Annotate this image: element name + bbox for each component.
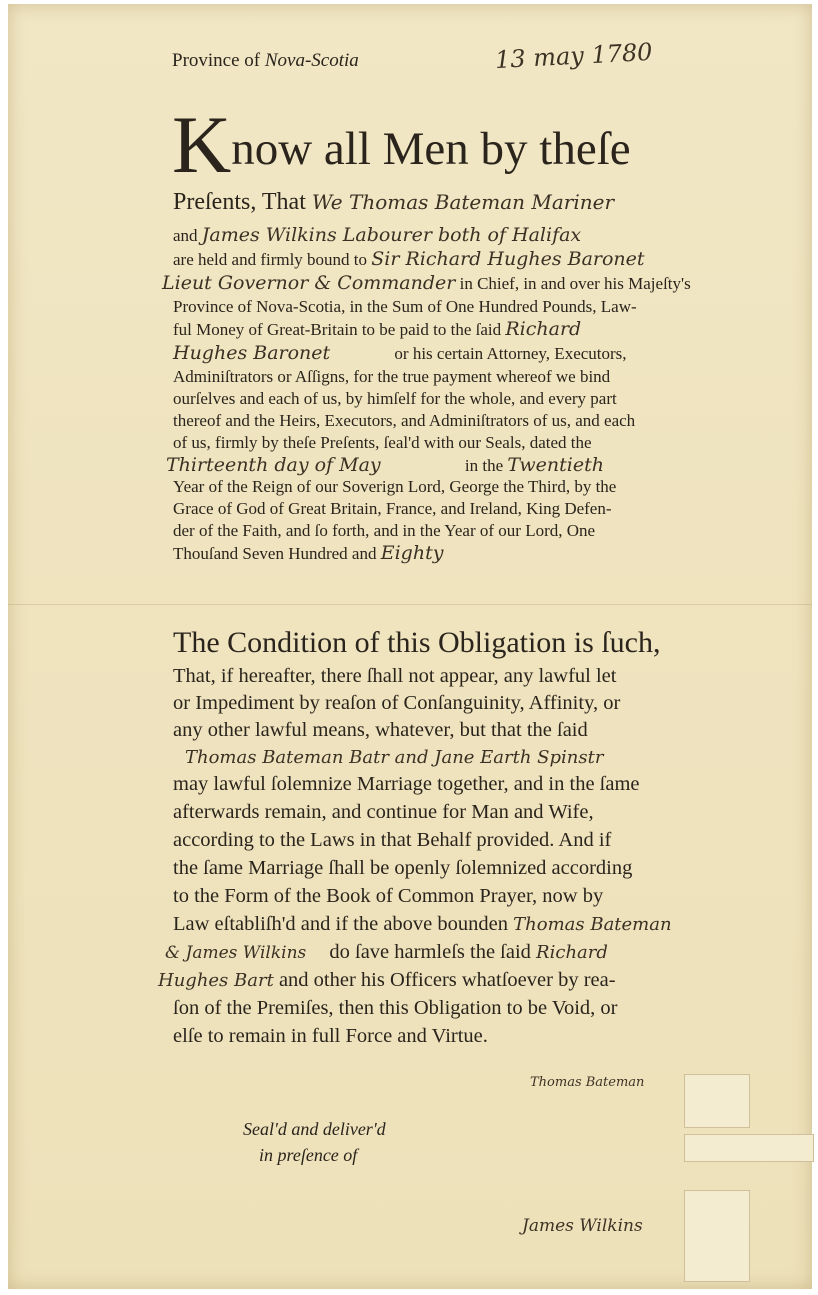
sealed-line-1: Seal'd and deliver'd (243, 1119, 386, 1139)
condition-line-11: & James Wilkins do ſave harmleſs the ſaid Richard (165, 941, 608, 963)
condition-line-12: Hughes Bart and other his Officers whatſoever by rea- (158, 969, 616, 991)
hand-office: Lieut Governor & Commander (162, 272, 456, 294)
seal-strip (684, 1134, 814, 1162)
bond-line-13: Year of the Reign of our Soverign Lord, George the Third, by the (173, 477, 617, 496)
bond-line-5: Province of Nova-Scotia, in the Sum of One Hundred Pounds, Law- (173, 297, 637, 316)
condition-line-3: any other lawful means, whatever, but that the ſaid (173, 719, 588, 741)
signature-thomas-bateman: Thomas Bateman (530, 1075, 645, 1090)
province-header (172, 50, 359, 72)
province-name: Nova-Scotia (264, 50, 359, 71)
signature-james-wilkins: James Wilkins (522, 1216, 643, 1236)
bond-line-15: der of the Faith, and ſo forth, and in the Year of our Lord, One (173, 521, 596, 540)
sealed-block (243, 1116, 386, 1168)
bond-line-4: Lieut Governor & Commander in Chief, in and over his Majeſty's (162, 272, 691, 294)
condition-line-7: according to the Laws in that Behalf provided. And if (173, 829, 612, 851)
title-initial: K (172, 99, 232, 190)
hand-obligors: We Thomas Bateman Mariner (311, 190, 615, 214)
bond-line-8: Adminiſtrators or Aſſigns, for the true payment whereof we bind (173, 367, 611, 386)
seal-tab-2 (684, 1190, 750, 1282)
handwritten-date: 13 may 1780 (494, 37, 654, 75)
condition-line-1: That, if hereafter, there ſhall not appear, any lawful let (173, 665, 617, 687)
province-prefix: Province of (172, 50, 261, 71)
seal-tab-1 (684, 1074, 750, 1128)
condition-line-8: the ſame Marriage ſhall be openly ſolemnized according (173, 857, 633, 879)
bond-line-3: are held and firmly bound to Sir Richard Hughes Baronet (173, 248, 645, 270)
condition-line-13: ſon of the Premiſes, then this Obligation to be Void, or (173, 997, 618, 1019)
hand-couple: Thomas Bateman Batr and Jane Earth Spinstr (185, 747, 604, 768)
bond-line-11: of us, firmly by theſe Preſents, ſeal'd with our Seals, dated the (173, 433, 592, 452)
condition-line-4 (185, 744, 603, 771)
condition-line-5: may lawful ſolemnize Marriage together, and in the ſame (173, 773, 640, 795)
bond-line-10: thereof and the Heirs, Executors, and Adminiſtrators of us, and each (173, 411, 636, 430)
bond-line-9: ourſelves and each of us, by himſelf for the whole, and every part (173, 389, 617, 408)
title (172, 99, 631, 190)
condition-line-14: elſe to remain in full Force and Virtue. (173, 1025, 488, 1047)
sealed-line-2: in preſence of (259, 1145, 358, 1165)
title-rest: now all Men by theſe (231, 123, 631, 175)
condition-line-10: Law eſtabliſh'd and if the above bounden Thomas Bateman (173, 913, 672, 935)
bond-line-16: Thouſand Seven Hundred and Eighty (173, 542, 444, 564)
condition-heading: The Condition of this Obligation is ſuch, (173, 626, 661, 659)
condition-line-9: to the Form of the Book of Common Prayer, now by (173, 885, 604, 907)
bond-line-14: Grace of God of Great Britain, France, and Ireland, King Defen- (173, 499, 612, 518)
hand-co-obligor: James Wilkins Labourer both of Halifax (201, 224, 582, 246)
bond-line-2: and James Wilkins Labourer both of Halifax (173, 224, 582, 246)
hand-obligee: Sir Richard Hughes Baronet (371, 248, 645, 270)
condition-line-6: afterwards remain, and continue for Man and Wife, (173, 801, 594, 823)
fold-line (8, 604, 812, 605)
condition-line-2: or Impediment by reaſon of Conſanguinity, Affinity, or (173, 692, 621, 714)
bond-line-12: Thirteenth day of May in the Twentieth (166, 454, 604, 476)
bond-line-6: ful Money of Great-Britain to be paid to the ſaid Richard (173, 318, 582, 340)
bond-line-1: Preſents, That We Thomas Bateman Mariner (173, 189, 615, 215)
bond-line-7: Hughes Baronet or his certain Attorney, Executors, (173, 342, 627, 364)
